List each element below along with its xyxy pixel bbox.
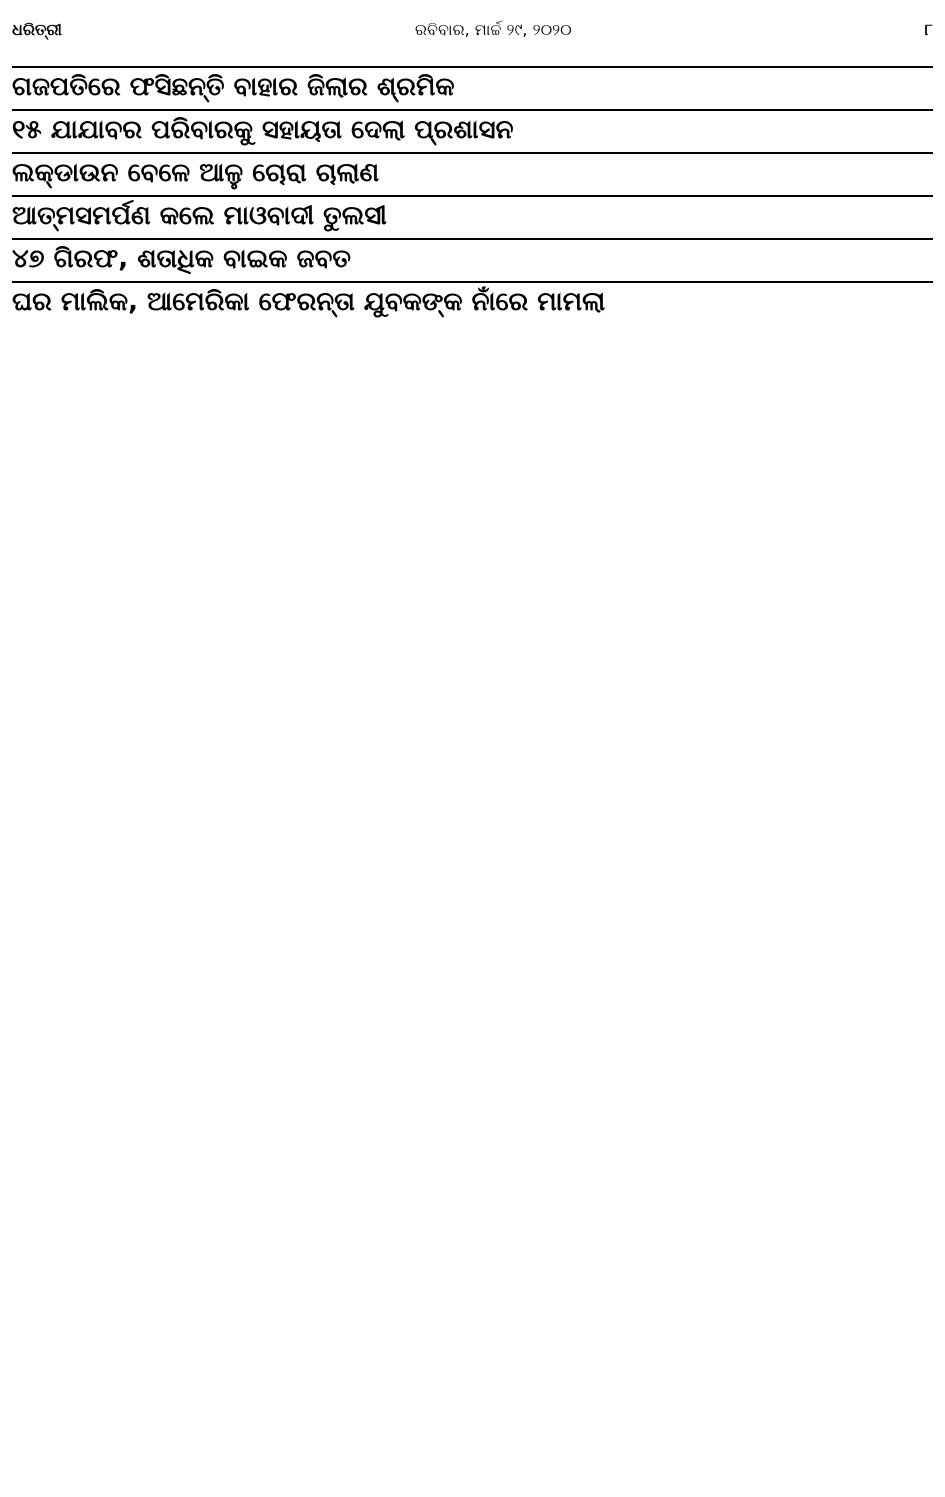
news-article <box>12 109 933 146</box>
headline: ୧୫ ଯାଯାବର ପରିବାରକୁ ସହାୟତା ଦେଲା ପ୍ରଶାସନ <box>12 115 514 145</box>
masthead-title: ଧରିତ୍ରୀ <box>12 20 62 39</box>
headline: ଲକ୍‌ଡାଉନ ବେଳେ ଆଳୁ ଚୋରା ଚାଲାଣ <box>12 158 380 188</box>
news-article <box>12 238 933 275</box>
news-article <box>12 152 933 189</box>
headline: ଘର ମାଲିକ, ଆମେରିକା ଫେରନ୍ତା ଯୁବକଙ୍କ ନାଁରେ ମାମଲା <box>12 287 606 317</box>
news-article <box>12 66 933 103</box>
news-article <box>12 281 933 318</box>
issue-date: ରବିବାର, ମାର୍ଚ୍ଚ ୨୯, ୨୦୨୦ <box>414 20 572 39</box>
page-number: ୮ <box>924 20 933 39</box>
news-article <box>12 195 933 232</box>
masthead <box>0 0 945 60</box>
headline: ଗଜପତିରେ ଫସିଛନ୍ତି ବାହାର ଜିଲାର ଶ୍ରମିକ <box>12 72 455 102</box>
headline: ଆତ୍ମସମର୍ପଣ କଲେ ମାଓବାଦୀ ତୁଲସୀ <box>12 201 387 231</box>
headline: ୪୭ ଗିରଫ, ଶତାଧିକ ବାଇକ ଜବତ <box>12 244 351 274</box>
